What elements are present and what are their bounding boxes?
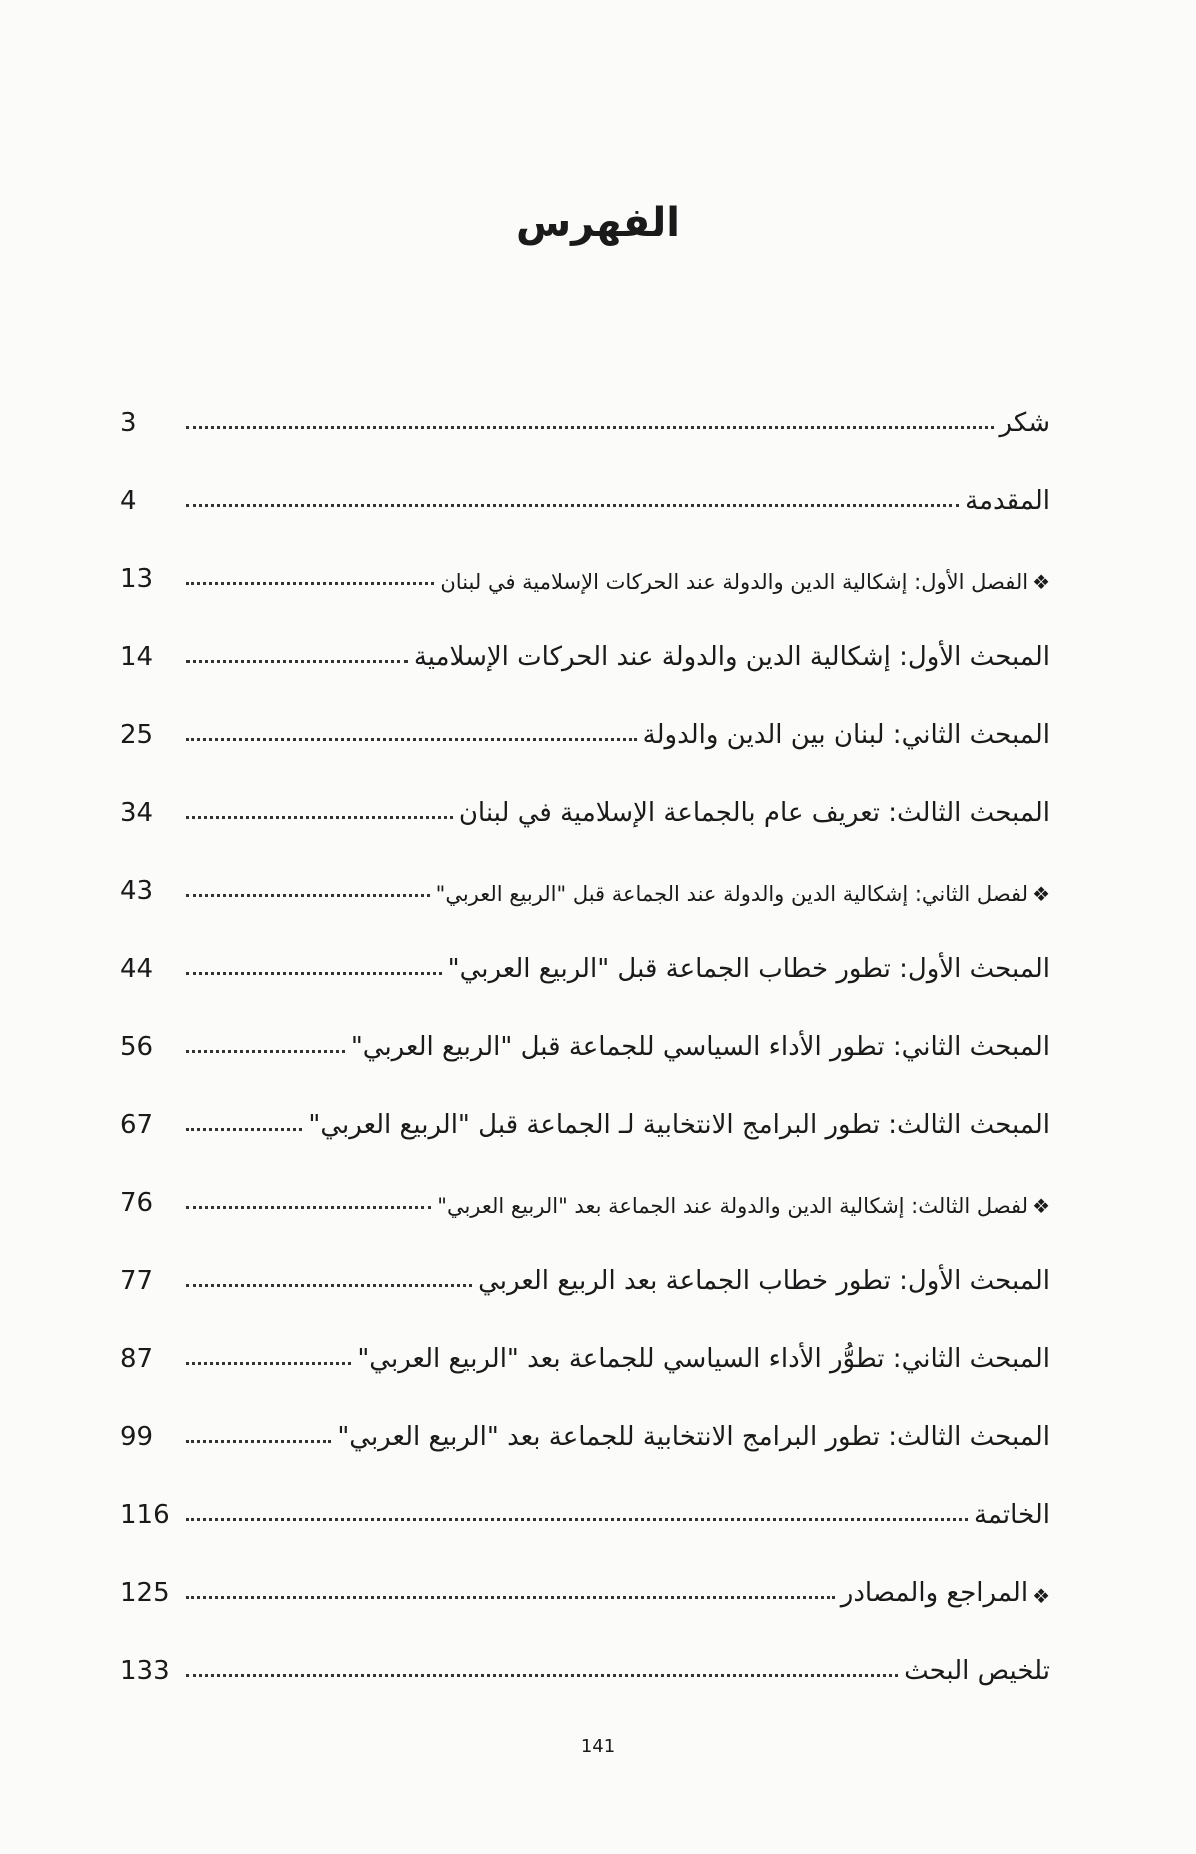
- toc-entry: [120, 828, 1050, 906]
- dot-leader: [186, 1674, 898, 1677]
- dot-leader: [186, 1362, 351, 1365]
- toc-entry-title: لفصل الثاني: إشكالية الدين والدولة عند الجماعة قبل "الربيع العربي": [435, 882, 1029, 906]
- toc-entry: [120, 594, 1050, 672]
- toc-entry-title: المبحث الأول: إشكالية الدين والدولة عند الحركات الإسلامية: [413, 642, 1050, 672]
- toc-entry-page: 56: [120, 1032, 154, 1062]
- toc-entry: [120, 1140, 1050, 1218]
- toc-entry-title: الخاتمة: [973, 1500, 1050, 1530]
- dot-leader: [186, 1050, 345, 1053]
- toc-entry: [120, 360, 1050, 438]
- toc-entry: [120, 1530, 1050, 1608]
- toc-entry: [120, 516, 1050, 594]
- toc-entry: [120, 906, 1050, 984]
- toc-entry: [120, 1374, 1050, 1452]
- toc-entry: [120, 750, 1050, 828]
- toc-entry-title: لفصل الثالث: إشكالية الدين والدولة عند الجماعة بعد "الربيع العربي": [437, 1194, 1029, 1218]
- toc-entry-title: المبحث الثاني: تطوُّر الأداء السياسي للجماعة بعد "الربيع العربي": [357, 1344, 1050, 1374]
- toc-entry: [120, 672, 1050, 750]
- dot-leader: [186, 816, 453, 819]
- toc-entry-page: 67: [120, 1110, 154, 1140]
- toc-entry-page: 25: [120, 720, 154, 750]
- toc-entry-title: المبحث الثاني: تطور الأداء السياسي للجماعة قبل "الربيع العربي": [350, 1032, 1050, 1062]
- toc-entry-page: 34: [120, 798, 154, 828]
- toc-entry: [120, 1218, 1050, 1296]
- toc-entry-title: المبحث الأول: تطور خطاب الجماعة بعد الربيع العربي: [478, 1266, 1050, 1296]
- dot-leader: [186, 582, 434, 585]
- toc-entry-page: 3: [120, 408, 137, 438]
- dot-leader: [186, 504, 959, 507]
- toc-entry-title: المبحث الثالث: تطور البرامج الانتخابية للجماعة بعد "الربيع العربي": [337, 1422, 1050, 1452]
- diamond-bullet-icon: ❖: [1032, 1584, 1050, 1608]
- dot-leader: [186, 1284, 472, 1287]
- dot-leader: [186, 1128, 302, 1131]
- toc-entry-title: المبحث الثالث: تعريف عام بالجماعة الإسلامية في لبنان: [458, 798, 1050, 828]
- toc-entry-page: 4: [120, 486, 137, 516]
- toc-entry-page: 125: [120, 1578, 170, 1608]
- toc-entry-title: المراجع والمصادر: [840, 1578, 1029, 1608]
- toc-entry-page: 116: [120, 1500, 170, 1530]
- toc-entry-page: 14: [120, 642, 154, 672]
- toc-entry: [120, 1608, 1050, 1686]
- diamond-bullet-icon: ❖: [1032, 570, 1050, 594]
- toc-entry: [120, 1452, 1050, 1530]
- toc-entry-title: تلخيص البحث: [904, 1656, 1050, 1686]
- diamond-bullet-icon: ❖: [1032, 882, 1050, 906]
- page-number: 141: [580, 1736, 616, 1757]
- dot-leader: [186, 894, 430, 897]
- toc-entry: [120, 1062, 1050, 1140]
- toc-entry-page: 133: [120, 1656, 170, 1686]
- toc-entry-page: 43: [120, 876, 154, 906]
- dot-leader: [186, 738, 637, 741]
- dot-leader: [186, 972, 442, 975]
- toc-entry: [120, 438, 1050, 516]
- toc-entry-title: شكر: [999, 408, 1050, 438]
- toc-entry-page: 76: [120, 1188, 154, 1218]
- diamond-bullet-icon: ❖: [1032, 1194, 1050, 1218]
- dot-leader: [186, 426, 994, 429]
- dot-leader: [186, 1518, 968, 1521]
- toc-entry-title: المبحث الثالث: تطور البرامج الانتخابية لـ الجماعة قبل "الربيع العربي": [308, 1110, 1050, 1140]
- toc-entry-page: 44: [120, 954, 154, 984]
- toc-entry: [120, 1296, 1050, 1374]
- toc-entry-page: 87: [120, 1344, 154, 1374]
- dot-leader: [186, 1206, 431, 1209]
- toc-entry-page: 77: [120, 1266, 154, 1296]
- table-of-contents: [120, 360, 1050, 1686]
- dot-leader: [186, 660, 408, 663]
- toc-entry-title: المبحث الثاني: لبنان بين الدين والدولة: [642, 720, 1050, 750]
- toc-entry-title: المقدمة: [965, 486, 1050, 516]
- toc-entry-title: الفصل الأول: إشكالية الدين والدولة عند الحركات الإسلامية في لبنان: [440, 570, 1029, 594]
- toc-entry: [120, 984, 1050, 1062]
- toc-entry-title: المبحث الأول: تطور خطاب الجماعة قبل "الربيع العربي": [447, 954, 1050, 984]
- page-title: الفهرس: [515, 200, 680, 246]
- dot-leader: [186, 1596, 835, 1599]
- toc-entry-page: 99: [120, 1422, 154, 1452]
- dot-leader: [186, 1440, 331, 1443]
- toc-entry-page: 13: [120, 564, 154, 594]
